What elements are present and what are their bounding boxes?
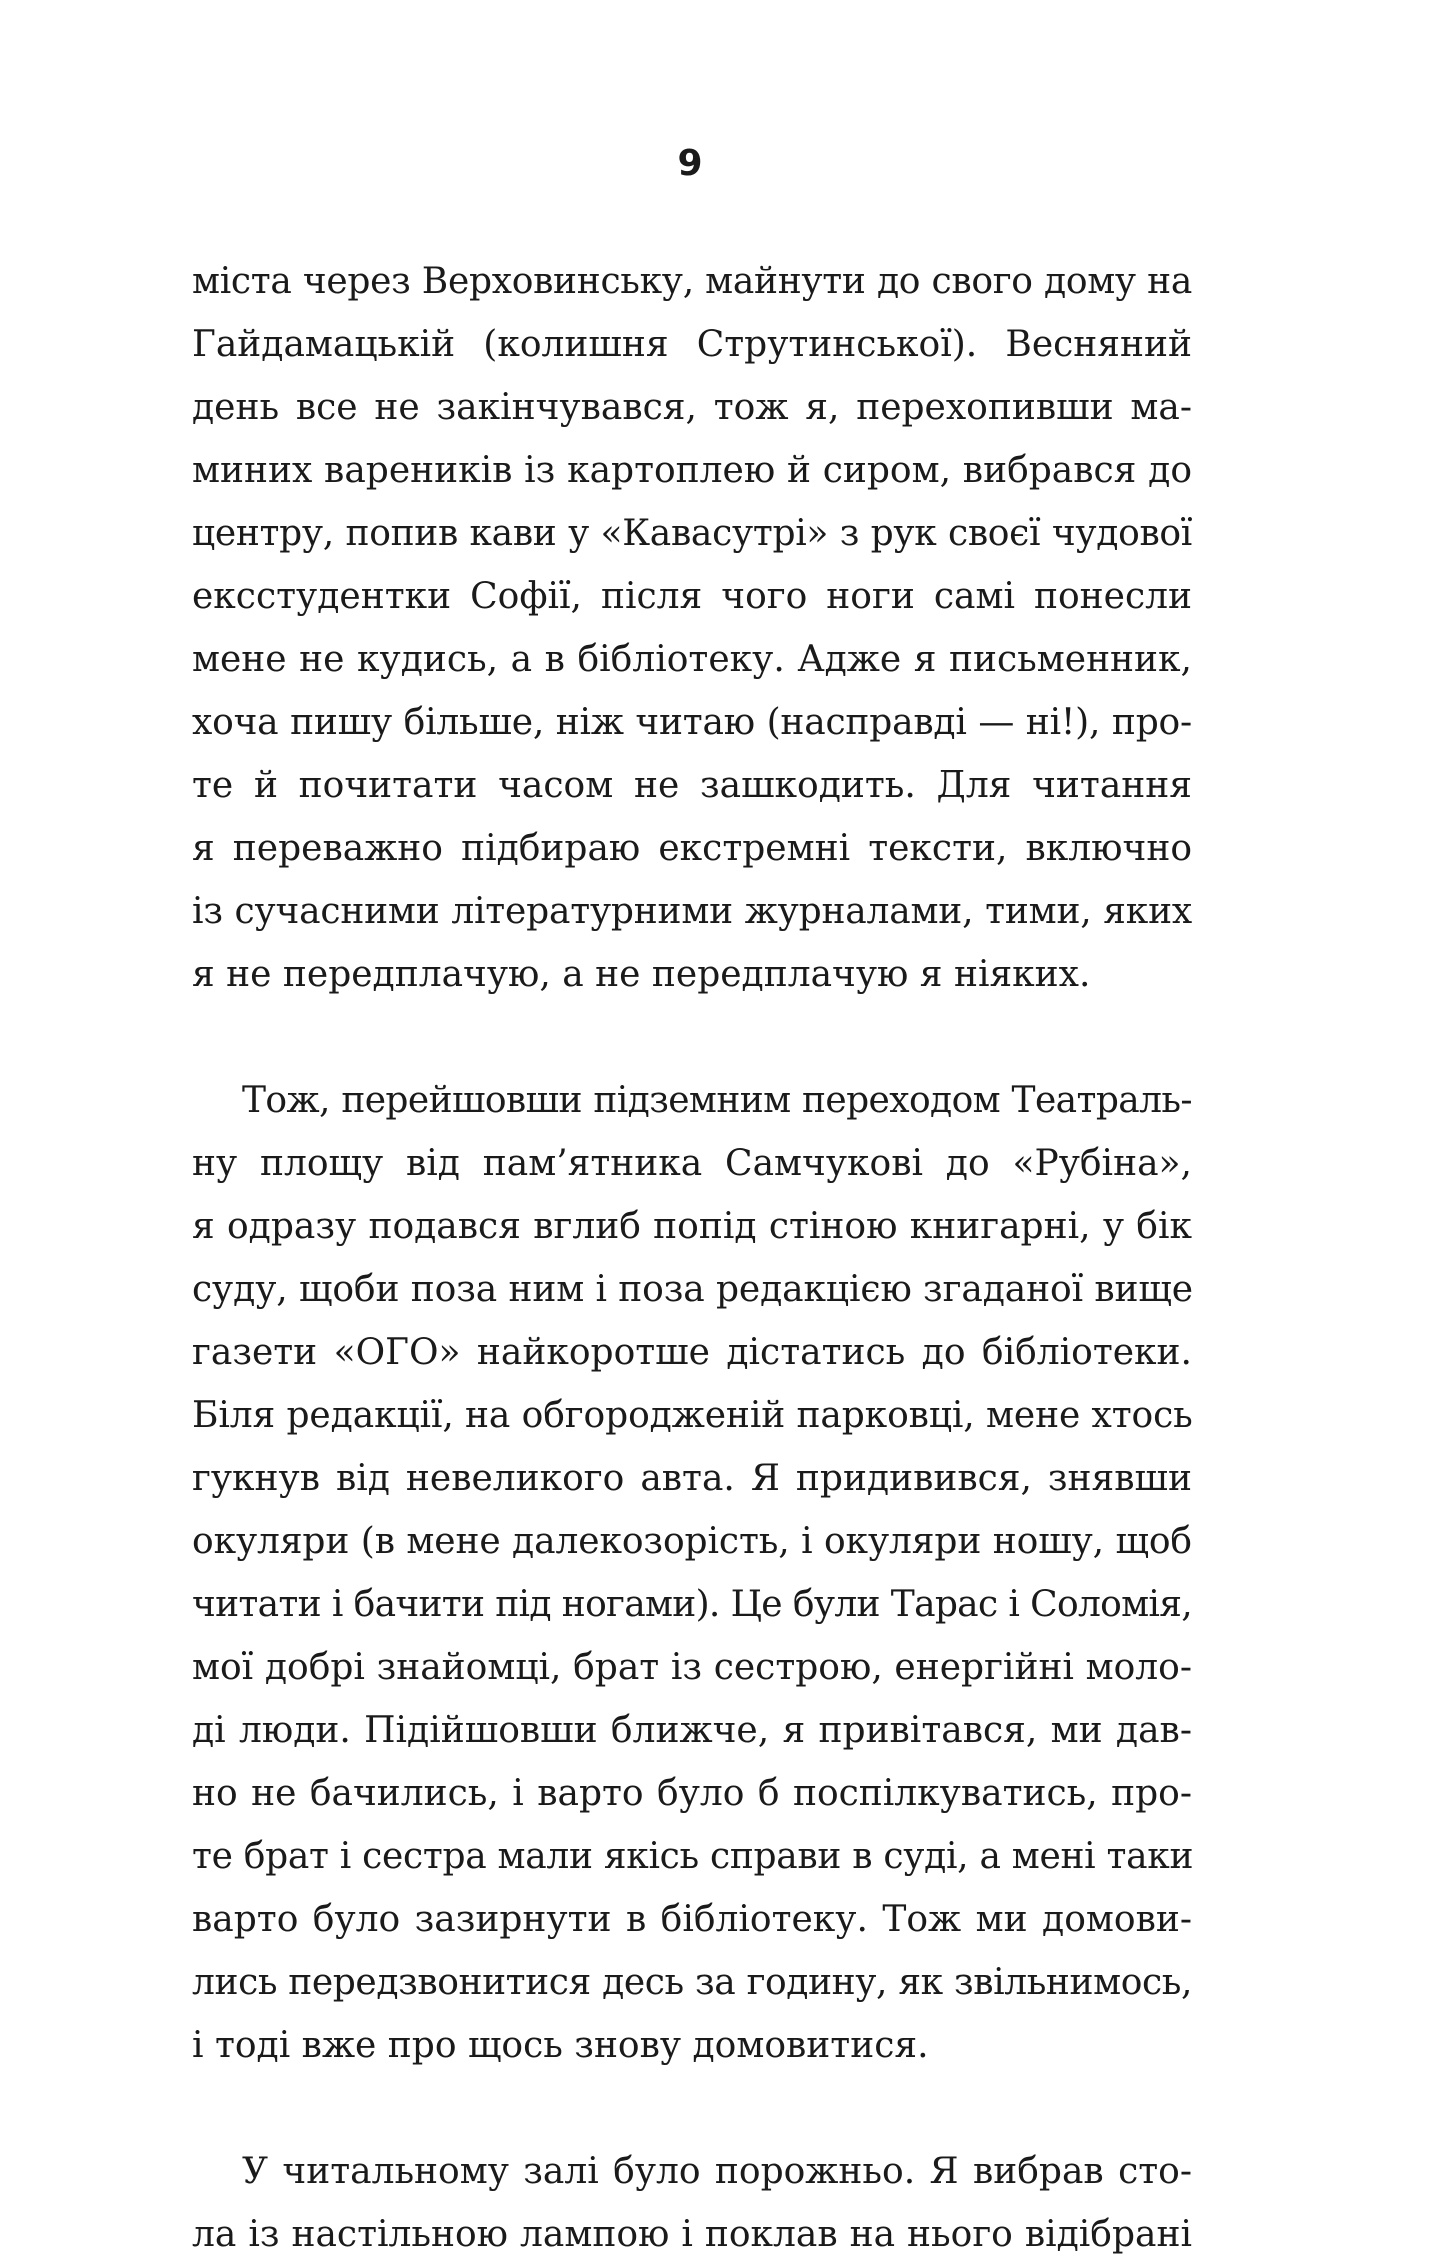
text-line: Тож, перейшовши підземним переходом Театраль-: [242, 1080, 1192, 1121]
text-line: хоча пишу більше, ніж читаю (насправді — ні!), про-: [192, 702, 1192, 743]
text-line: я одразу подався вглиб попід стіною книгарні, у бік: [192, 1206, 1192, 1247]
text-line: ді люди. Підійшовши ближче, я привітався, ми дав-: [192, 1710, 1192, 1751]
text-line: і тоді вже про щось знову домовитися.: [192, 2025, 929, 2066]
text-line: но не бачились, і варто було б поспілкуватись, про-: [192, 1773, 1192, 1814]
text-line: ексстудентки Софії, після чого ноги самі понесли: [192, 576, 1192, 617]
text-line: миних вареників із картоплею й сиром, вибрався до: [192, 450, 1192, 491]
text-line: ла із настільною лампою і поклав на нього відібрані: [192, 2214, 1192, 2255]
text-line: варто було зазирнути в бібліотеку. Тож ми домови-: [192, 1899, 1192, 1940]
text-line: У читальному залі було порожньо. Я вибрав сто-: [242, 2151, 1192, 2192]
page-number: 9: [677, 143, 703, 184]
text-line: лись передзвонитися десь за годину, як звільнимось,: [192, 1962, 1192, 2003]
text-line: газети «ОГО» найкоротше дістатись до бібліотеки.: [192, 1332, 1192, 1373]
text-line: день все не закінчувався, тож я, перехопивши ма-: [192, 387, 1192, 428]
text-line: те брат і сестра мали якісь справи в суді, а мені таки: [192, 1836, 1194, 1877]
text-line: ну площу від пам’ятника Самчукові до «Рубіна»,: [192, 1143, 1192, 1184]
text-line: Біля редакції, на обгородженій парковці, мене хтось: [192, 1395, 1193, 1436]
text-line: гукнув від невеликого авта. Я придивився, знявши: [192, 1458, 1192, 1499]
paragraph: [192, 1069, 1192, 2077]
body-text: [192, 250, 1192, 2266]
text-line: я не передплачую, а не передплачую я ніяких.: [192, 954, 1091, 995]
paragraph-gap: [192, 2077, 1192, 2140]
text-line: центру, попив кави у «Кавасутрі» з рук своєї чудової: [192, 513, 1192, 554]
text-line: я переважно підбираю екстремні тексти, включно: [192, 828, 1192, 869]
text-line: міста через Верховинську, майнути до свого дому на: [192, 261, 1192, 302]
text-line: мене не кудись, а в бібліотеку. Адже я письменник,: [192, 639, 1192, 680]
text-line: мої добрі знайомці, брат із сестрою, енергійні моло-: [192, 1647, 1192, 1688]
text-line: читати і бачити під ногами). Це були Тарас і Соломія,: [192, 1584, 1192, 1625]
text-line: окуляри (в мене далекозорість, і окуляри ношу, щоб: [192, 1521, 1192, 1562]
text-line: із сучасними літературними журналами, тими, яких: [192, 891, 1192, 932]
paragraph: [192, 2140, 1192, 2266]
text-line: суду, щоби поза ним і поза редакцією згаданої вище: [192, 1269, 1193, 1310]
text-line: Гайдамацькій (колишня Струтинської). Весняний: [192, 324, 1192, 365]
paragraph: [192, 250, 1192, 1006]
paragraph-gap: [192, 1006, 1192, 1069]
text-line: те й почитати часом не зашкодить. Для читання: [192, 765, 1192, 806]
